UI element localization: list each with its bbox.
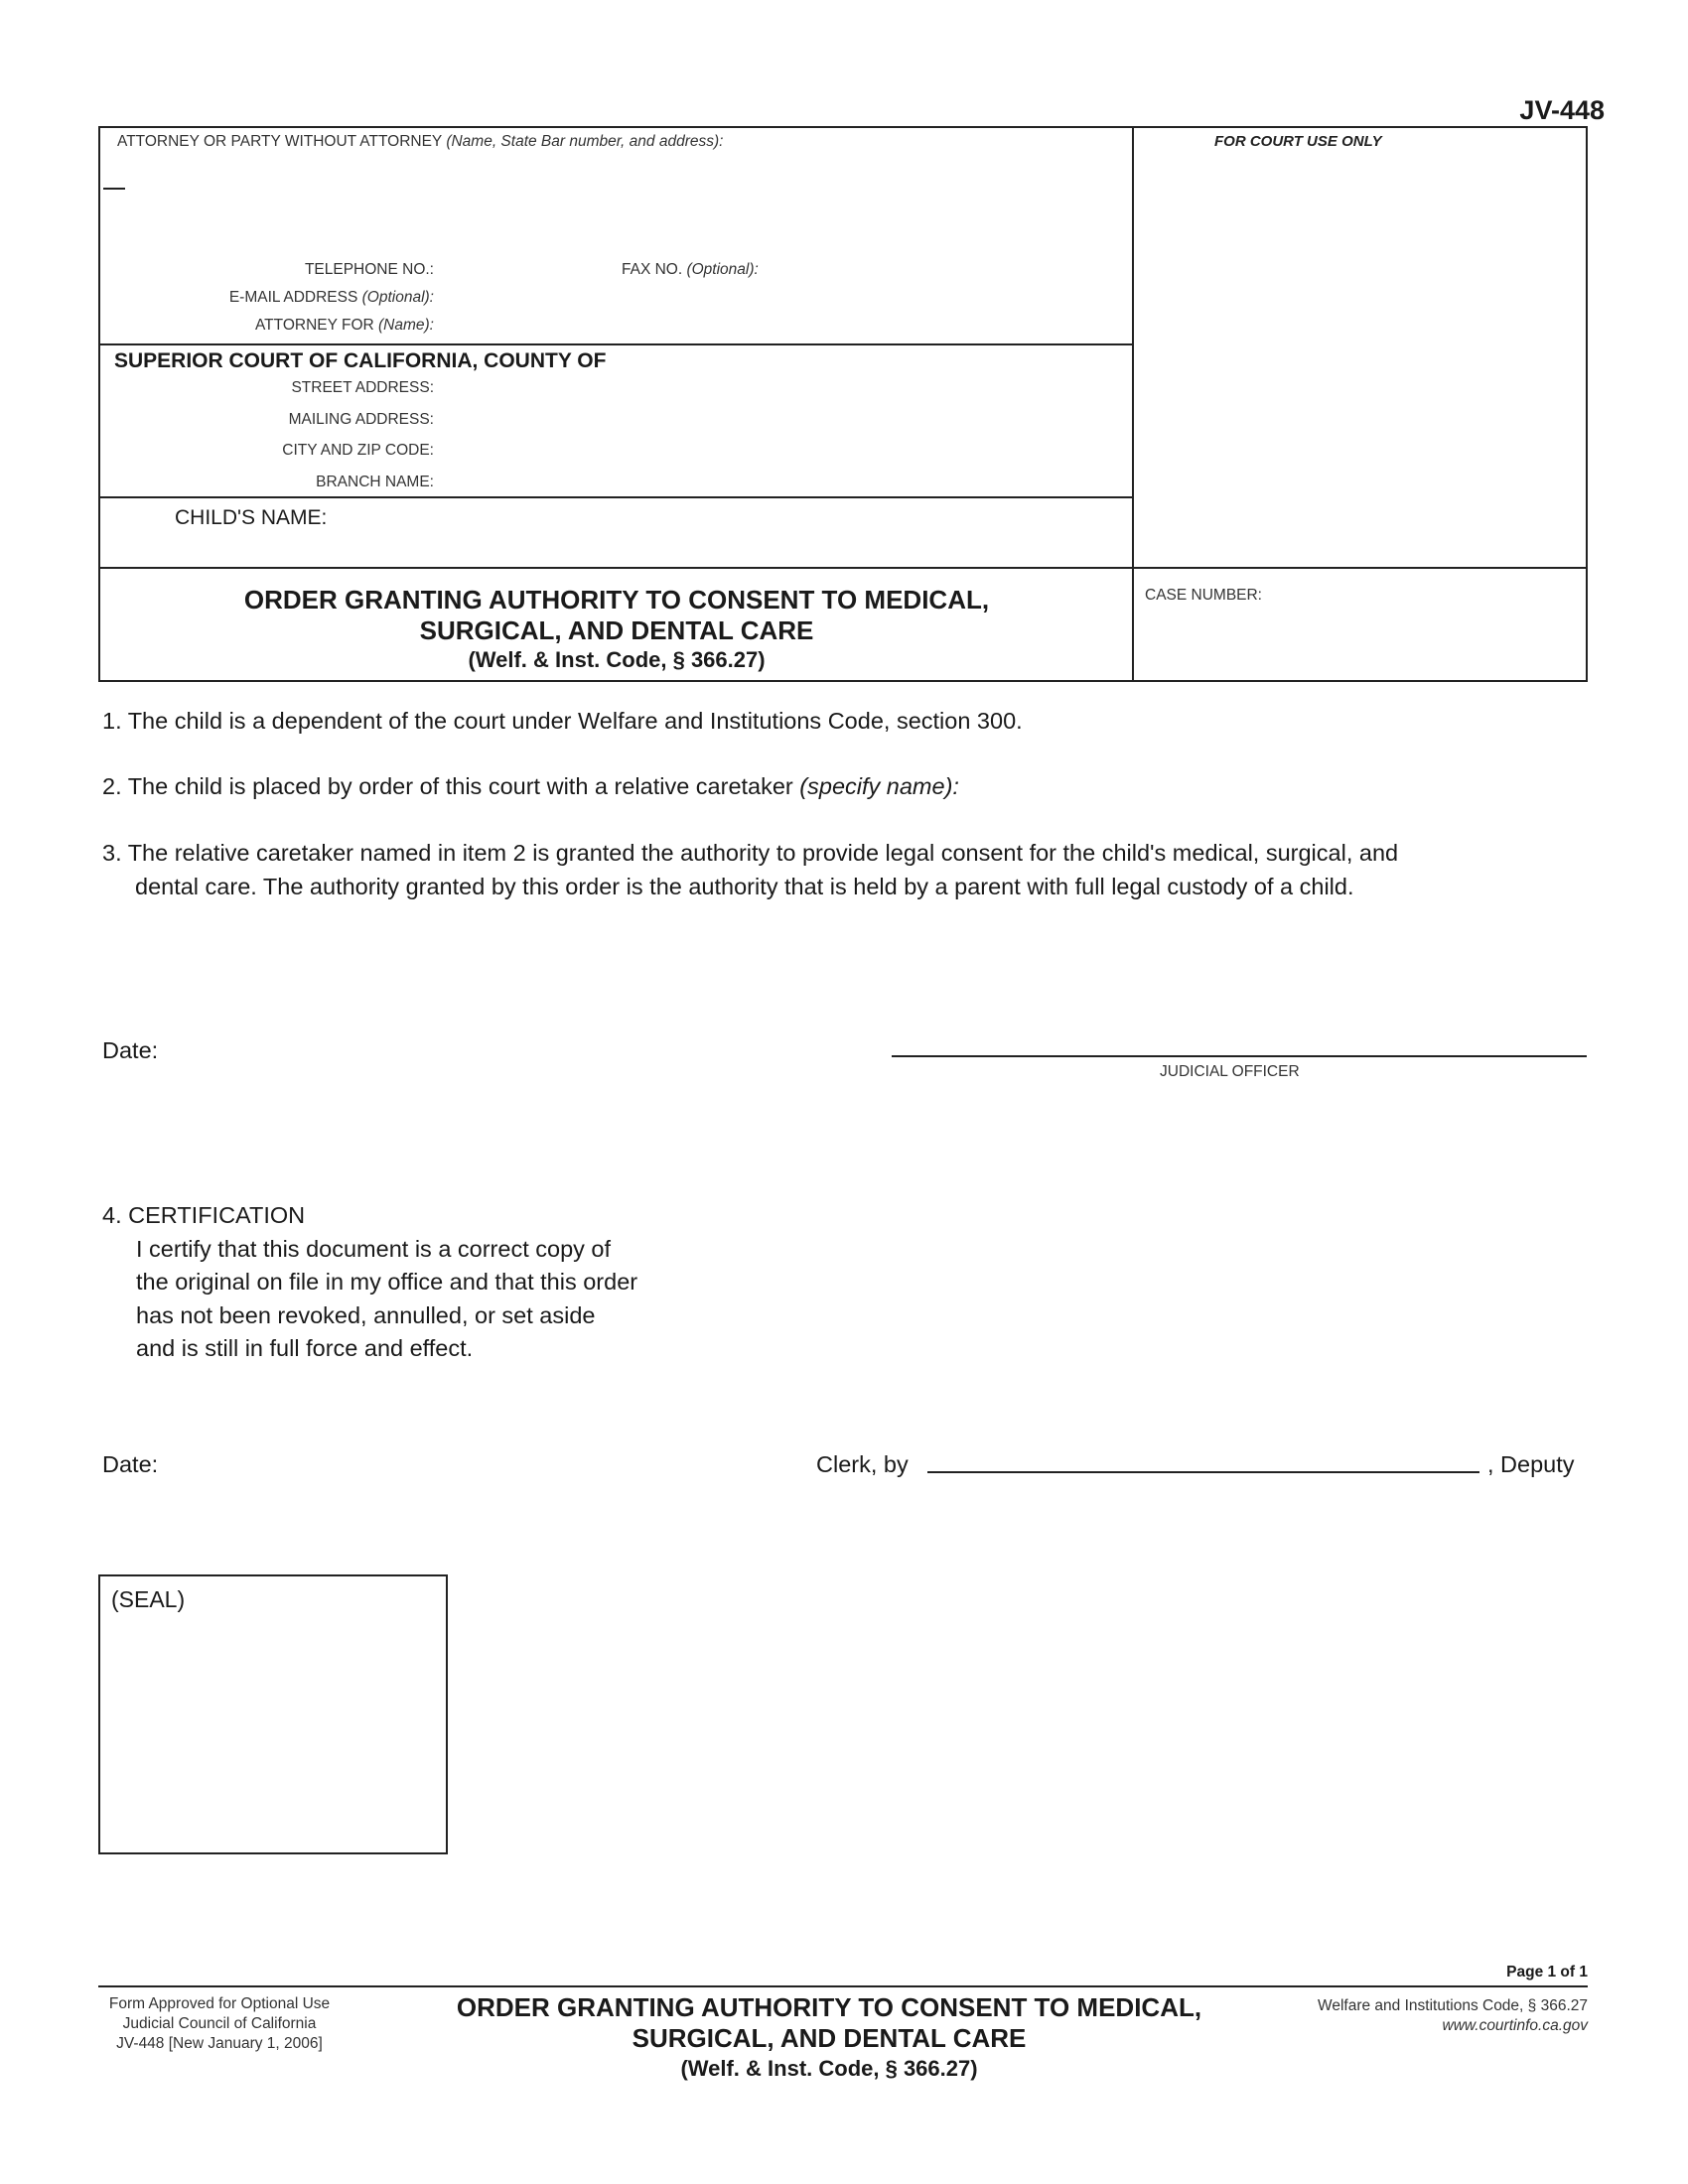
item-2 <box>102 769 959 803</box>
judicial-officer-signature-line[interactable] <box>892 1055 1587 1057</box>
item-2-text: 2. The child is placed by order of this court with a relative caretaker <box>102 773 793 799</box>
certification-line3: has not been revoked, annulled, or set aside <box>136 1302 596 1328</box>
attorney-label-hint: (Name, State Bar number, and address): <box>446 133 724 150</box>
telephone-label: TELEPHONE NO.: <box>304 261 434 278</box>
city-zip-label: CITY AND ZIP CODE: <box>282 442 434 459</box>
court-section-bottom <box>100 496 1133 498</box>
certification-heading: 4. CERTIFICATION <box>102 1202 306 1228</box>
attorney-label-text: ATTORNEY OR PARTY WITHOUT ATTORNEY <box>117 133 442 150</box>
item-3-line2: dental care. The authority granted by this order is the authority that is held by a parent with full legal custody of a child. <box>135 874 1354 899</box>
child-name-label: CHILD'S NAME: <box>175 506 328 529</box>
footer-right <box>1318 1996 1588 2036</box>
clerk-label: Clerk, by <box>816 1451 909 1477</box>
court-title: SUPERIOR COURT OF CALIFORNIA, COUNTY OF <box>114 349 607 372</box>
footer-title-line3: (Welf. & Inst. Code, § 366.27) <box>680 2056 978 2081</box>
child-section-bottom <box>100 567 1588 569</box>
item-3-line1: 3. The relative caretaker named in item 2 is granted the authority to provide legal consent for the child's medical, surgical, and <box>102 840 1399 866</box>
footer-rule <box>98 1985 1588 1987</box>
seal-label: (SEAL) <box>111 1586 186 1612</box>
footer-code: Welfare and Institutions Code, § 366.27 <box>1318 1997 1588 2014</box>
footer-form-revision: JV-448 [New January 1, 2006] <box>116 2035 323 2052</box>
attorney-label <box>117 133 723 151</box>
page-number: Page 1 of 1 <box>1506 1964 1588 1980</box>
deputy-label: , Deputy <box>1487 1451 1575 1477</box>
court-use-label: FOR COURT USE ONLY <box>1214 133 1382 150</box>
caption-box <box>98 126 1588 682</box>
certification-line1: I certify that this document is a correct copy of <box>136 1236 612 1262</box>
clerk-signature-line[interactable] <box>927 1471 1479 1473</box>
fax-label-hint: (Optional): <box>686 261 759 278</box>
footer-website[interactable]: www.courtinfo.ca.gov <box>1442 2017 1588 2034</box>
form-title <box>100 585 1133 674</box>
certification-line2: the original on file in my office and that this order <box>136 1269 638 1295</box>
street-address-label: STREET ADDRESS: <box>291 379 434 396</box>
footer-title <box>407 1992 1251 2084</box>
form-title-line2: SURGICAL, AND DENTAL CARE <box>419 615 814 645</box>
attorney-for-hint: (Name): <box>378 317 434 334</box>
form-title-line1: ORDER GRANTING AUTHORITY TO CONSENT TO MEDICAL, <box>243 585 990 614</box>
email-label <box>229 289 434 307</box>
footer-title-line2: SURGICAL, AND DENTAL CARE <box>632 2023 1027 2053</box>
certification-date-label: Date: <box>102 1451 159 1477</box>
attorney-name-field[interactable] <box>103 188 125 190</box>
attorney-for-label <box>255 317 434 335</box>
attorney-section-bottom <box>100 343 1133 345</box>
fax-label-text: FAX NO. <box>622 261 683 278</box>
footer-council: Judicial Council of California <box>122 2015 317 2032</box>
seal-box <box>98 1574 448 1854</box>
form-number: JV-448 <box>1519 95 1605 125</box>
footer-left <box>98 1994 341 2054</box>
email-label-text: E-MAIL ADDRESS <box>228 289 358 306</box>
mailing-address-label: MAILING ADDRESS: <box>288 411 434 428</box>
email-label-hint: (Optional): <box>361 289 434 306</box>
certification-line4: and is still in full force and effect. <box>136 1335 474 1361</box>
judicial-officer-label: JUDICIAL OFFICER <box>1160 1063 1300 1080</box>
case-number-label: CASE NUMBER: <box>1145 587 1262 604</box>
footer-approval: Form Approved for Optional Use <box>108 1995 331 2012</box>
item-1: 1. The child is a dependent of the court under Welfare and Institutions Code, section 300. <box>102 708 1023 734</box>
branch-name-label: BRANCH NAME: <box>316 474 434 490</box>
form-title-line3: (Welf. & Inst. Code, § 366.27) <box>468 647 766 672</box>
date-label: Date: <box>102 1037 159 1063</box>
attorney-for-text: ATTORNEY FOR <box>254 317 374 334</box>
fax-label <box>622 261 759 279</box>
footer-title-line1: ORDER GRANTING AUTHORITY TO CONSENT TO MEDICAL, <box>456 1992 1202 2022</box>
item-2-hint: (specify name): <box>799 773 959 799</box>
